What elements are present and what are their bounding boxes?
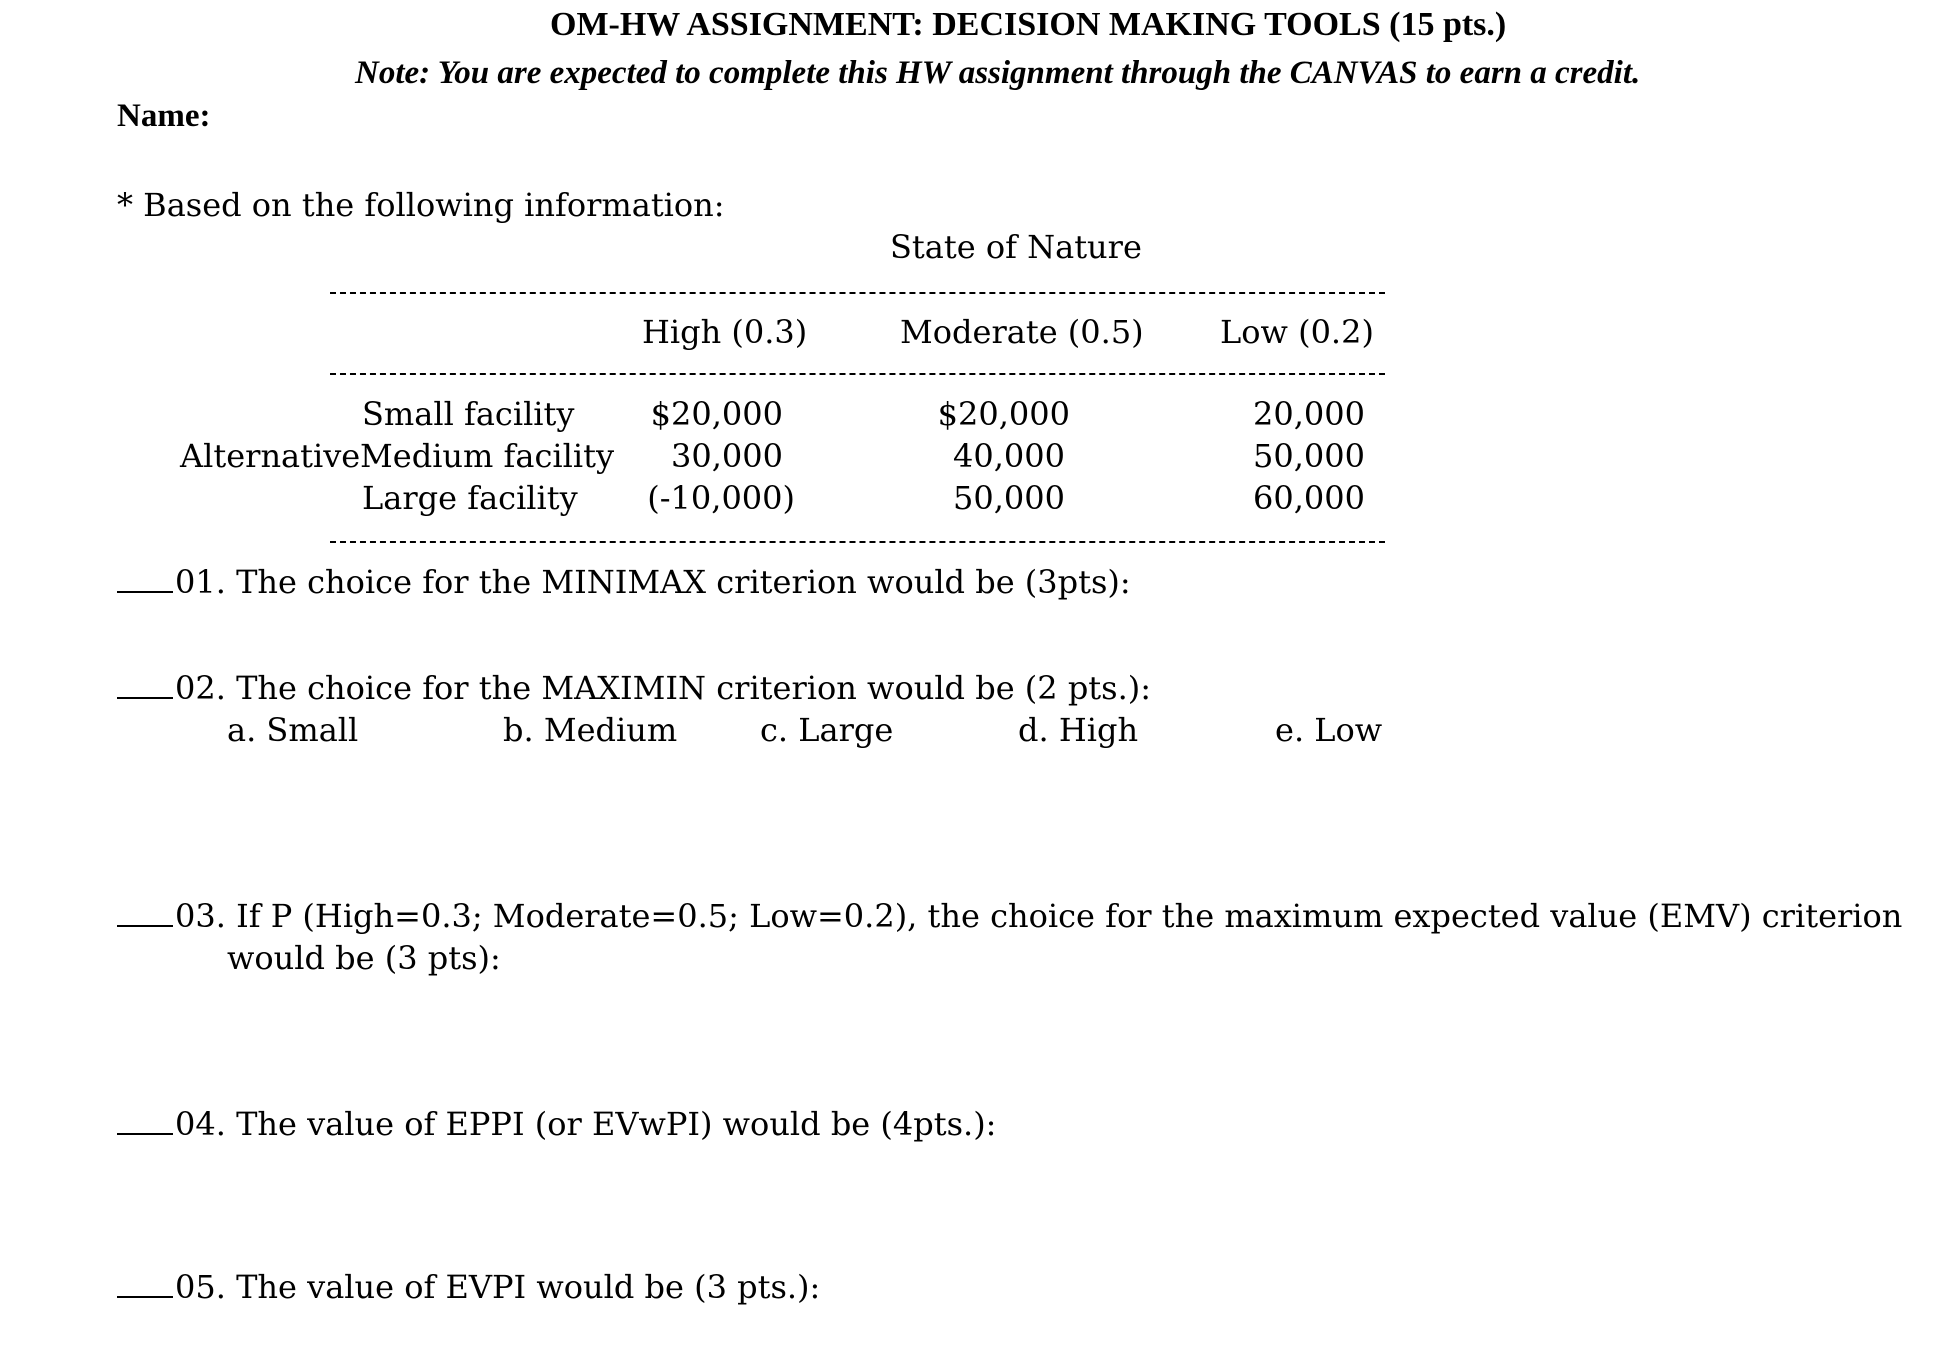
question-2-text: 02. The choice for the MAXIMIN criterion would be (2 pts.): <box>175 669 1152 707</box>
question-2 <box>117 669 1151 707</box>
table-divider-header <box>330 373 1385 375</box>
option-b: b. Medium <box>503 711 678 749</box>
answer-blank-1[interactable] <box>117 565 173 593</box>
cell-large-high: (-10,000) <box>647 479 795 517</box>
intro-text: * Based on the following information: <box>117 186 725 224</box>
cell-medium-low: 50,000 <box>1253 437 1365 475</box>
cell-medium-moderate: 40,000 <box>953 437 1065 475</box>
answer-blank-3[interactable] <box>117 899 173 927</box>
answer-blank-4[interactable] <box>117 1107 173 1135</box>
question-5-text: 05. The value of EVPI would be (3 pts.): <box>175 1268 821 1306</box>
question-4-text: 04. The value of EPPI (or EVwPI) would be (4pts.): <box>175 1105 997 1143</box>
answer-blank-2[interactable] <box>117 671 173 699</box>
option-a: a. Small <box>227 711 359 749</box>
state-of-nature-label: State of Nature <box>890 228 1142 266</box>
column-header-low: Low (0.2) <box>1220 313 1374 351</box>
cell-large-moderate: 50,000 <box>953 479 1065 517</box>
alternative-label: Alternative <box>180 437 361 475</box>
column-header-moderate: Moderate (0.5) <box>900 313 1144 351</box>
assignment-note: Note: You are expected to complete this HW assignment through the CANVAS to earn a credit. <box>355 55 1641 91</box>
cell-small-moderate: $20,000 <box>937 395 1070 433</box>
question-1 <box>117 563 1131 601</box>
row-label-large: Large facility <box>362 479 578 517</box>
question-3 <box>117 897 1902 935</box>
question-3-continuation: would be (3 pts): <box>227 939 501 977</box>
assignment-title: OM-HW ASSIGNMENT: DECISION MAKING TOOLS (15 pts.) <box>550 6 1507 43</box>
name-label: Name: <box>117 98 211 134</box>
option-e: e. Low <box>1275 711 1383 749</box>
row-label-small: Small facility <box>362 395 575 433</box>
table-divider-bottom <box>330 541 1385 543</box>
row-label-medium: Medium facility <box>360 437 615 475</box>
table-divider-top <box>330 292 1385 294</box>
question-3-text: 03. If P (High=0.3; Moderate=0.5; Low=0.2), the choice for the maximum expected value (EMV) criterion <box>175 897 1903 935</box>
question-4 <box>117 1105 996 1143</box>
cell-small-high: $20,000 <box>650 395 783 433</box>
option-d: d. High <box>1018 711 1139 749</box>
cell-large-low: 60,000 <box>1253 479 1365 517</box>
question-5 <box>117 1268 820 1306</box>
column-header-high: High (0.3) <box>642 313 808 351</box>
cell-medium-high: 30,000 <box>671 437 783 475</box>
cell-small-low: 20,000 <box>1253 395 1365 433</box>
option-c: c. Large <box>760 711 894 749</box>
question-1-text: 01. The choice for the MINIMAX criterion would be (3pts): <box>175 563 1131 601</box>
answer-blank-5[interactable] <box>117 1270 173 1298</box>
